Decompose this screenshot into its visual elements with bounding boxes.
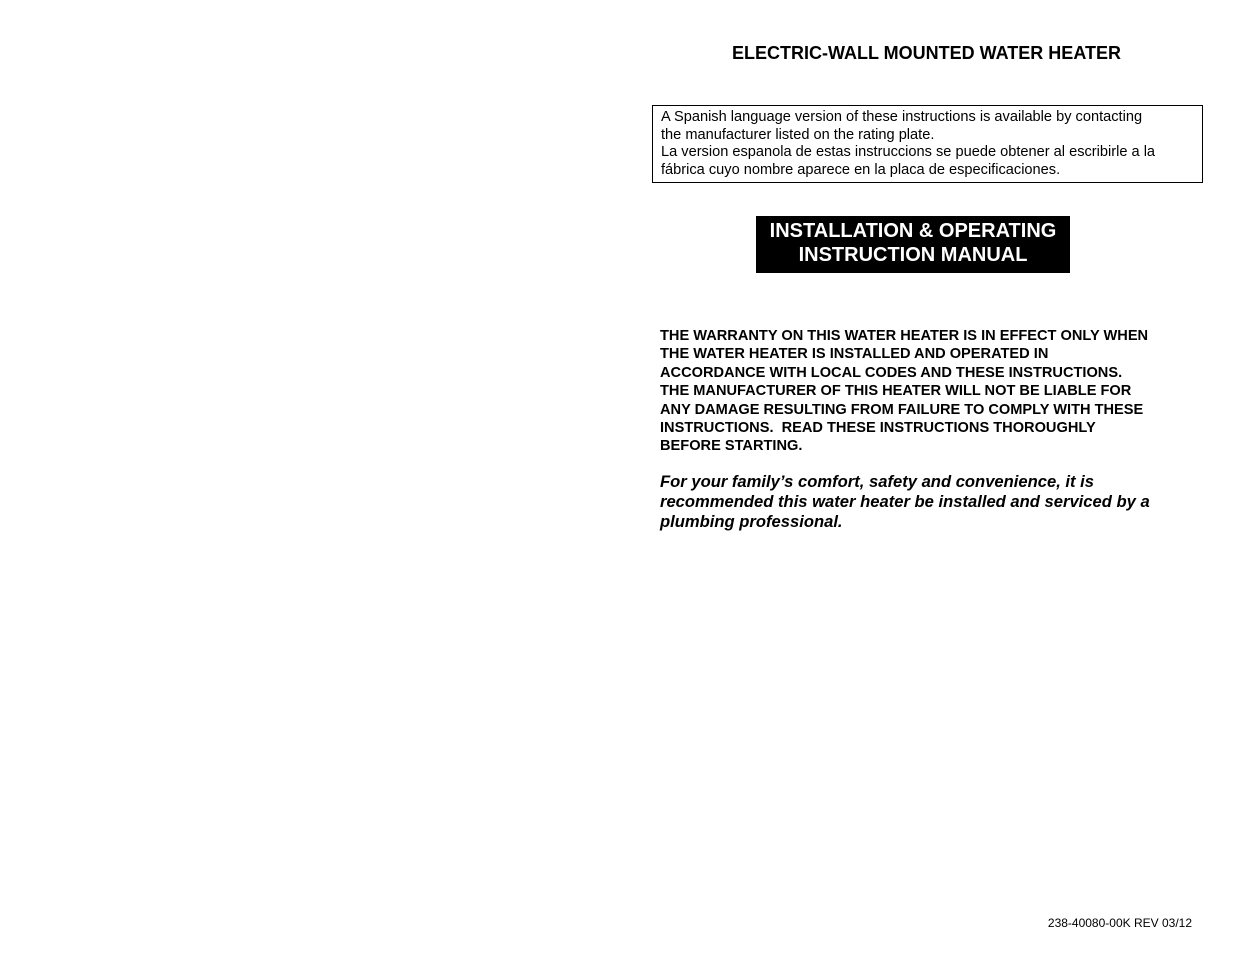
spanish-notice-line: the manufacturer listed on the rating plate. xyxy=(661,126,935,143)
recommendation-line: recommended this water heater be installed and serviced by a xyxy=(660,492,1150,512)
warranty-line: THE WARRANTY ON THIS WATER HEATER IS IN EFFECT ONLY WHEN xyxy=(660,328,1149,344)
warranty-line: BEFORE STARTING. xyxy=(660,438,803,455)
manual-title-line: INSTALLATION & OPERATING xyxy=(769,220,1057,242)
warranty-line: ANY DAMAGE RESULTING FROM FAILURE TO COMPLY WITH THESE xyxy=(660,401,1144,418)
manual-title-banner xyxy=(756,216,1070,273)
spanish-notice-line: A Spanish language version of these instructions is available by contacting xyxy=(661,109,1143,125)
spanish-notice-line: fábrica cuyo nombre aparece en la placa de especificaciones. xyxy=(661,161,1061,178)
manual-title-line: INSTRUCTION MANUAL xyxy=(798,244,1028,266)
spanish-notice-line: La version espanola de estas instruccions se puede obtener al escribirle a la xyxy=(661,144,1156,161)
recommendation-line: plumbing professional. xyxy=(660,512,843,532)
left-blank-page xyxy=(0,0,617,954)
recommendation-line: For your family’s comfort, safety and convenience, it is xyxy=(660,472,1095,491)
warranty-line: THE WATER HEATER IS INSTALLED AND OPERATED IN xyxy=(660,346,1049,363)
professional-recommendation xyxy=(660,472,1200,533)
document-title xyxy=(618,42,1235,64)
document-revision-number: 238-40080-00K REV 03/12 xyxy=(1047,916,1192,930)
warranty-line: INSTRUCTIONS. READ THESE INSTRUCTIONS THOROUGHLY xyxy=(660,420,1096,437)
warranty-line: THE MANUFACTURER OF THIS HEATER WILL NOT BE LIABLE FOR xyxy=(660,383,1132,400)
spanish-language-notice xyxy=(652,105,1203,183)
warranty-line: ACCORDANCE WITH LOCAL CODES AND THESE INSTRUCTIONS. xyxy=(660,364,1123,381)
warranty-notice xyxy=(660,327,1200,456)
cover-page xyxy=(618,0,1235,954)
document-title-text: ELECTRIC-WALL MOUNTED WATER HEATER xyxy=(732,43,1121,63)
